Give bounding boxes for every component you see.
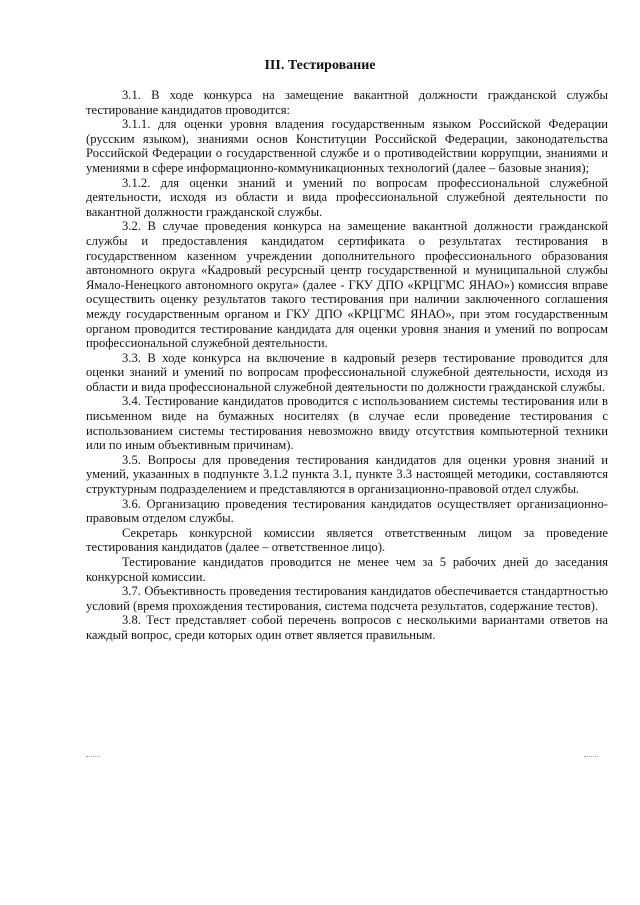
section-title: III. Тестирование xyxy=(264,58,376,73)
paragraph-3-2: 3.2. В случае проведения конкурса на замещение вакантной должности гражданской службы и предоставления кандидатом сертификата о результатах тестирования в государственном казенном учреждении дополнительного профессионального образования автономного округа «Кадровый ресурсный центр государственной и муниципальной службы Ямало-Ненецкого автономного округа» (далее - ГКУ ДПО «КРЦГМС ЯНАО») комиссия вправе осуществить оценку результатов такого тестирования при наличии заключенного соглашения между государственным органом и ГКУ ДПО «КРЦГМС ЯНАО», при этом государственным органом проводится тестирование кандидата для оценки уровня знания и умений по вопросам профессиональной служебной деятельности. xyxy=(86,219,608,351)
paragraph-secretary: Секретарь конкурсной комиссии является ответственным лицом за проведение тестирования кандидатов (далее – ответственное лицо). xyxy=(86,525,608,555)
paragraph-3-7: 3.7. Объективность проведения тестирования кандидатов обеспечивается стандартностью условий (время прохождения тестирования, система подсчета результатов, содержание тестов). xyxy=(86,584,608,613)
paragraph-3-1-1: 3.1.1. для оценки уровня владения государственным языком Российской Федерации (русским языком), знаниями основ Конституции Российской Федерации, законодательства Российской Федерации о государственной службе и о противодействии коррупции, знаниями и умениями в сфере информационно-коммуникационных технологий (далее – базовые знания); xyxy=(86,117,608,175)
scan-speck-left xyxy=(86,756,100,758)
paragraph-3-1: 3.1. В ходе конкурса на замещение вакантной должности гражданской службы тестирование кандидатов проводится: xyxy=(86,88,608,117)
paragraph-testing-deadline: Тестирование кандидатов проводится не менее чем за 5 рабочих дней до заседания конкурсной комиссии. xyxy=(86,555,608,584)
document-body xyxy=(86,88,608,643)
paragraph-3-3: 3.3. В ходе конкурса на включение в кадровый резерв тестирование проводится для оценки знаний и умений по вопросам профессиональной служебной деятельности, исходя из области и вида профессиональной служебной деятельности по должности гражданской службы. xyxy=(86,350,608,394)
paragraph-3-8: 3.8. Тест представляет собой перечень вопросов с несколькими вариантами ответов на каждый вопрос, среди которых один ответ является правильным. xyxy=(86,613,608,642)
paragraph-3-1-2: 3.1.2. для оценки знаний и умений по вопросам профессиональной служебной деятельности, исходя из области и вида профессиональной служебной деятельности по вакантной должности гражданской службы. xyxy=(86,175,608,219)
paragraph-3-6: 3.6. Организацию проведения тестирования кандидатов осуществляет организационно-правовым отделом службы. xyxy=(86,496,608,526)
paragraph-3-4: 3.4. Тестирование кандидатов проводится с использованием системы тестирования или в письменном виде на бумажных носителях (в случае если проведение тестирования с использованием системы тестирования невозможно ввиду отсутствия компьютерной техники или по иным объективным причинам). xyxy=(86,394,608,453)
scan-speck-right xyxy=(584,756,598,758)
paragraph-3-5: 3.5. Вопросы для проведения тестирования кандидатов для оценки уровня знаний и умений, указанных в подпункте 3.1.2 пункта 3.1, пункте 3.3 настоящей методики, составляются структурным подразделением и представляются в организационно-правовой отдел службы. xyxy=(86,452,608,497)
